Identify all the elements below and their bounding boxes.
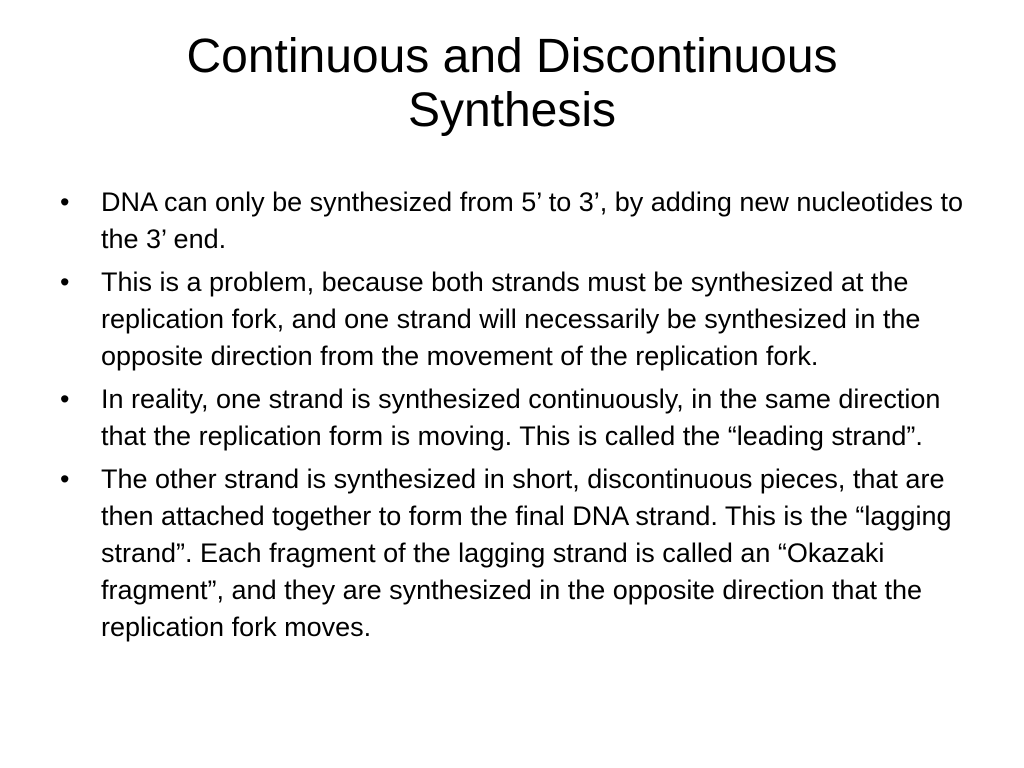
bullet-marker: •	[60, 464, 70, 494]
bullet-marker: •	[60, 187, 70, 217]
bullet-text-2: This is a problem, because both strands must be synthesized at the replication fork, and one strand will necessarily be synthesized in the opposite direction from the movement of the replication fork.	[101, 267, 921, 371]
bullet-item-4	[60, 461, 970, 646]
bullet-marker: •	[60, 267, 70, 297]
bullet-text-4: The other strand is synthesized in short, discontinuous pieces, that are then attached together to form the final DNA strand. This is the “lagging strand”. Each fragment of the lagging strand is called an “Okazaki fragment”, and they are synthesized in the opposite direction that the replication fork moves.	[101, 464, 952, 642]
slide-title	[60, 30, 964, 138]
bullet-text-1: DNA can only be synthesized from 5’ to 3’, by adding new nucleotides to the 3’ end.	[101, 187, 963, 254]
bullet-text-3: In reality, one strand is synthesized continuously, in the same direction that the replication form is moving. This is called the “leading strand”.	[101, 384, 941, 451]
bullet-item-1	[60, 184, 970, 258]
bullet-list	[60, 184, 970, 652]
bullet-item-2	[60, 264, 970, 375]
slide-title-line-2: Synthesis	[407, 84, 617, 137]
bullet-marker: •	[60, 384, 70, 414]
bullet-item-3	[60, 381, 970, 455]
slide-title-line-1: Continuous and Discontinuous	[186, 30, 838, 83]
